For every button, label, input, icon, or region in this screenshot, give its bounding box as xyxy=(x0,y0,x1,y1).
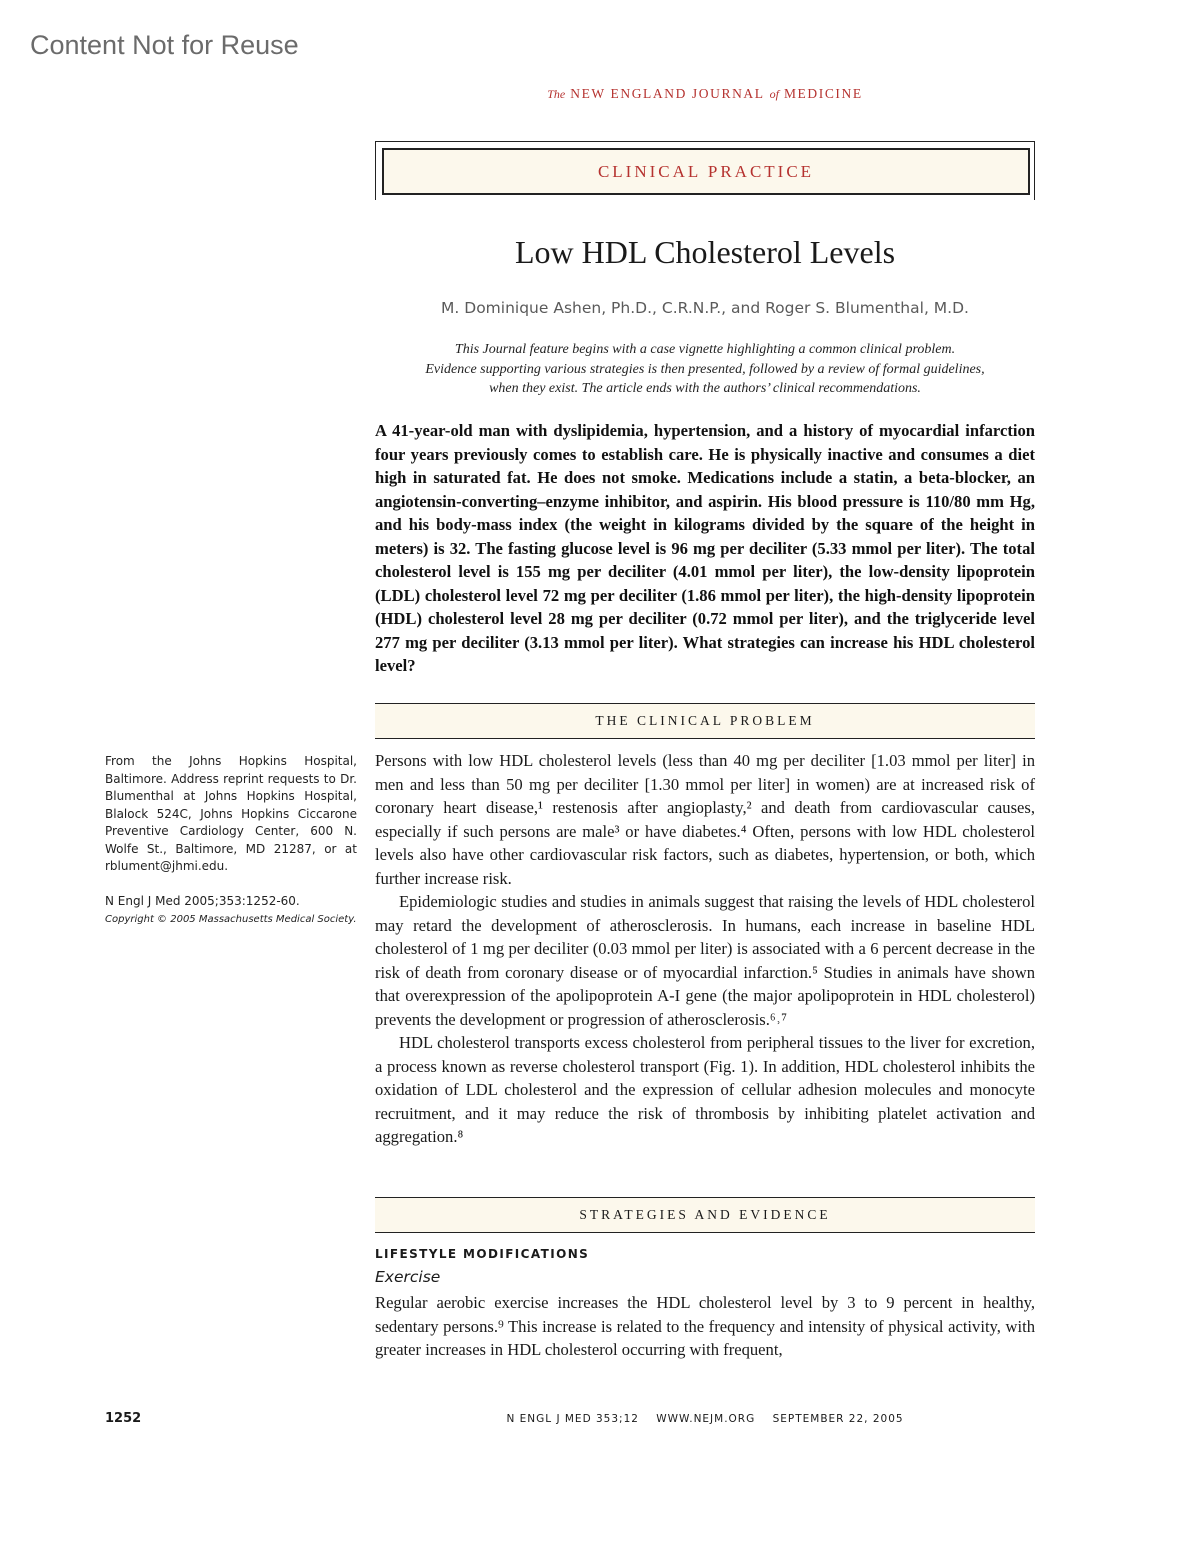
subheading-lifestyle: LIFESTYLE MODIFICATIONS xyxy=(375,1247,590,1261)
author-affiliation: From the Johns Hopkins Hospital, Baltimore. Address reprint requests to Dr. Blumenthal at Johns Hopkins Hospital, Blalock 524C, Johns Hopkins Ciccarone Preventive Cardiology Center, 600 N. Wolfe St., Baltimore, MD 21287, or at rblument@jhmi.edu. xyxy=(105,754,357,873)
footer-journal-info: N ENGL J MED 353;12 WWW.NEJM.ORG SEPTEMBER 22, 2005 xyxy=(506,1413,904,1425)
subsubheading-exercise: Exercise xyxy=(375,1268,441,1286)
paragraph: Regular aerobic exercise increases the HDL cholesterol level by 3 to 9 percent in healthy, sedentary persons.⁹ This increase is related to the frequency and intensity of physical activity, with greater increases in HDL cholesterol occurring with frequent, xyxy=(375,1293,1035,1359)
paragraph: Epidemiologic studies and studies in animals suggest that raising the levels of HDL cholesterol may retard the development of atherosclerosis. In humans, each increase in baseline HDL cholesterol of 1 mg per deciliter (0.03 mmol per liter) is associated with a 6 percent decrease in the risk of death from coronary disease or of myocardial infarction.⁵ Studies in animals have shown that overexpression of the apolipoprotein A-I gene (the major apolipoprotein in HDL cholesterol) prevents the development or progression of atherosclerosis.⁶˒⁷ xyxy=(375,892,1035,1029)
strategies-text xyxy=(375,1291,1035,1362)
article-title: Low HDL Cholesterol Levels xyxy=(514,234,896,270)
clinical-problem-text xyxy=(375,749,1035,1149)
journal-the: The xyxy=(547,87,566,101)
intro-line: Evidence supporting various strategies is then presented, followed by a review of formal guidelines, xyxy=(425,361,985,377)
section-heading-strategies xyxy=(375,1197,1035,1233)
journal-medicine: MEDICINE xyxy=(783,86,863,101)
watermark: Content Not for Reuse xyxy=(30,30,299,60)
citation: N Engl J Med 2005;353:1252-60. xyxy=(105,894,300,908)
case-vignette: A 41-year-old man with dyslipidemia, hypertension, and a history of myocardial infarction four years previously comes to establish care. He is physically inactive and consumes a diet high in saturated fat. He does not smoke. Medications include a statin, a beta-blocker, an angiotensin-converting–enzyme inhibitor, and aspirin. His blood pressure is 110/80 mm Hg, and his body-mass index (the weight in kilograms divided by the square of the height in meters) is 32. The fasting glucose level is 96 mg per deciliter (5.33 mmol per liter). The total cholesterol level is 155 mg per deciliter (4.01 mmol per liter), the low-density lipoprotein (LDL) cholesterol level 72 mg per deciliter (1.86 mmol per liter), the high-density lipoprotein (HDL) cholesterol level 28 mg per deciliter (0.72 mmol per liter), and the triglyceride level 277 mg per deciliter (3.13 mmol per liter). What strategies can increase his HDL cholesterol level? xyxy=(375,421,1035,675)
section-heading-text: STRATEGIES AND EVIDENCE xyxy=(579,1207,831,1222)
section-heading-clinical-problem xyxy=(375,703,1035,739)
paragraph: Persons with low HDL cholesterol levels (less than 40 mg per deciliter [1.03 mmol per liter] in men and less than 50 mg per deciliter [1.30 mmol per liter] in women) are at increased risk of coronary heart disease,¹ restenosis after angioplasty,² and death from cardiovascular causes, especially if such persons are male³ or have diabetes.⁴ Often, persons with low HDL cholesterol levels also have other cardiovascular risk factors, such as diabetes, hypertension, or both, which further increase risk. xyxy=(375,751,1035,888)
article-authors: M. Dominique Ashen, Ph.D., C.R.N.P., and Roger S. Blumenthal, M.D. xyxy=(441,299,969,317)
feature-intro xyxy=(390,340,1020,399)
journal-masthead xyxy=(375,86,1035,102)
section-label: CLINICAL PRACTICE xyxy=(597,161,815,181)
page-number: 1252 xyxy=(105,1411,142,1426)
journal-name: NEW ENGLAND JOURNAL xyxy=(570,86,765,101)
journal-of: of xyxy=(769,87,779,101)
copyright: Copyright © 2005 Massachusetts Medical Society. xyxy=(105,914,357,925)
intro-line: when they exist. The article ends with the authors’ clinical recommendations. xyxy=(489,381,921,396)
paragraph: HDL cholesterol transports excess cholesterol from peripheral tissues to the liver for excretion, a process known as reverse cholesterol transport (Fig. 1). In addition, HDL cholesterol inhibits the oxidation of LDL cholesterol and the expression of cellular adhesion molecules and monocyte recruitment, and it may reduce the risk of thrombosis by inhibiting platelet activation and aggregation.⁸ xyxy=(375,1033,1035,1146)
section-label-box xyxy=(382,148,1030,195)
section-heading-text: THE CLINICAL PROBLEM xyxy=(595,713,815,728)
intro-line: This Journal feature begins with a case vignette highlighting a common clinical problem. xyxy=(454,342,956,357)
